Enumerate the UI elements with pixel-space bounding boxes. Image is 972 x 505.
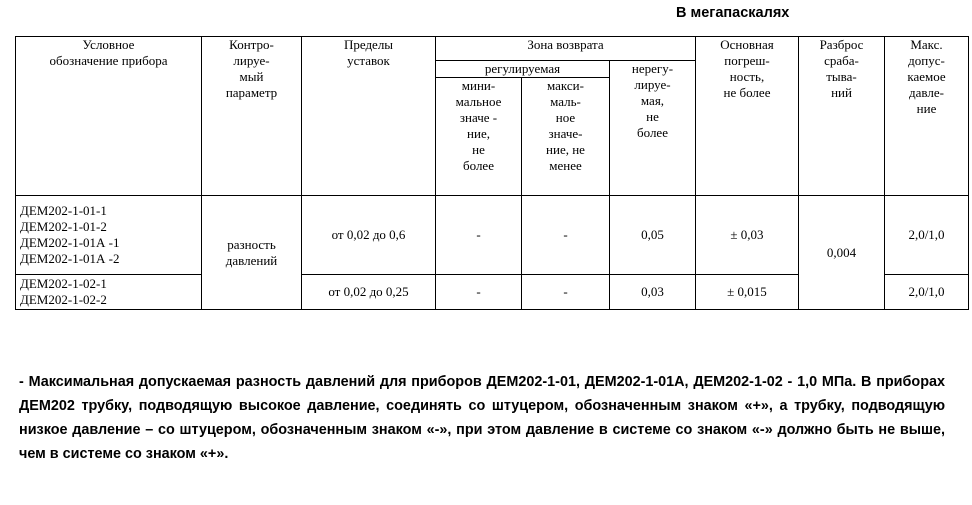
model-list: ДЕМ202-1-02-1 ДЕМ202-1-02-2 (16, 275, 202, 310)
header-adjustable: регулируемая (436, 61, 610, 78)
max-pressure-value: 2,0/1,0 (885, 196, 969, 275)
max-pressure-value: 2,0/1,0 (885, 275, 969, 310)
basic-error-value: ± 0,015 (696, 275, 799, 310)
max-value-cell: - (522, 275, 610, 310)
setpoint-limits-value: от 0,02 до 0,6 (302, 196, 436, 275)
specification-table (15, 36, 969, 310)
header-min-value: мини- мальное значе - ние, не более (436, 78, 522, 196)
header-max-pressure: Макс. допус- каемое давле- ние (885, 37, 969, 196)
trip-spread-value: 0,004 (799, 196, 885, 310)
setpoint-limits-value: от 0,02 до 0,25 (302, 275, 436, 310)
basic-error-value: ± 0,03 (696, 196, 799, 275)
model-list: ДЕМ202-1-01-1 ДЕМ202-1-01-2 ДЕМ202-1-01А -1 ДЕМ202-1-01А -2 (16, 196, 202, 275)
header-basic-error: Основная погреш- ность, не более (696, 37, 799, 196)
non-adjustable-value: 0,05 (610, 196, 696, 275)
header-setpoint-limits: Пределы уставок (302, 37, 436, 196)
header-return-zone: Зона возврата (436, 37, 696, 61)
header-max-value: макси- маль- ное значе- ние, не менее (522, 78, 610, 196)
non-adjustable-value: 0,03 (610, 275, 696, 310)
units-caption: В мегапаскалях (676, 5, 790, 21)
header-designation: Условное обозначение прибора (16, 37, 202, 196)
controlled-param-value: разность давлений (202, 196, 302, 310)
header-non-adjustable: нерегу- лируе- мая, не более (610, 61, 696, 196)
min-value-cell: - (436, 275, 522, 310)
table-row (16, 196, 969, 275)
max-value-cell: - (522, 196, 610, 275)
note-paragraph: - Максимальная допускаемая разность давлений для приборов ДЕМ202-1-01, ДЕМ202-1-01А, ДЕМ202-1-02 - 1,0 МПа. В приборах ДЕМ202 трубку, подводящую высокое давление, соединять со штуцером, обозначенным знаком «+», а трубку, подводящую низкое давление – со штуцером, обозначенным знаком «-», при этом давление в системе со знаком «-» должно быть не выше, чем в системе со знаком «+». (19, 374, 945, 462)
header-trip-spread: Разброс сраба- тыва- ний (799, 37, 885, 196)
header-controlled-param: Контро- лируе- мый параметр (202, 37, 302, 196)
min-value-cell: - (436, 196, 522, 275)
